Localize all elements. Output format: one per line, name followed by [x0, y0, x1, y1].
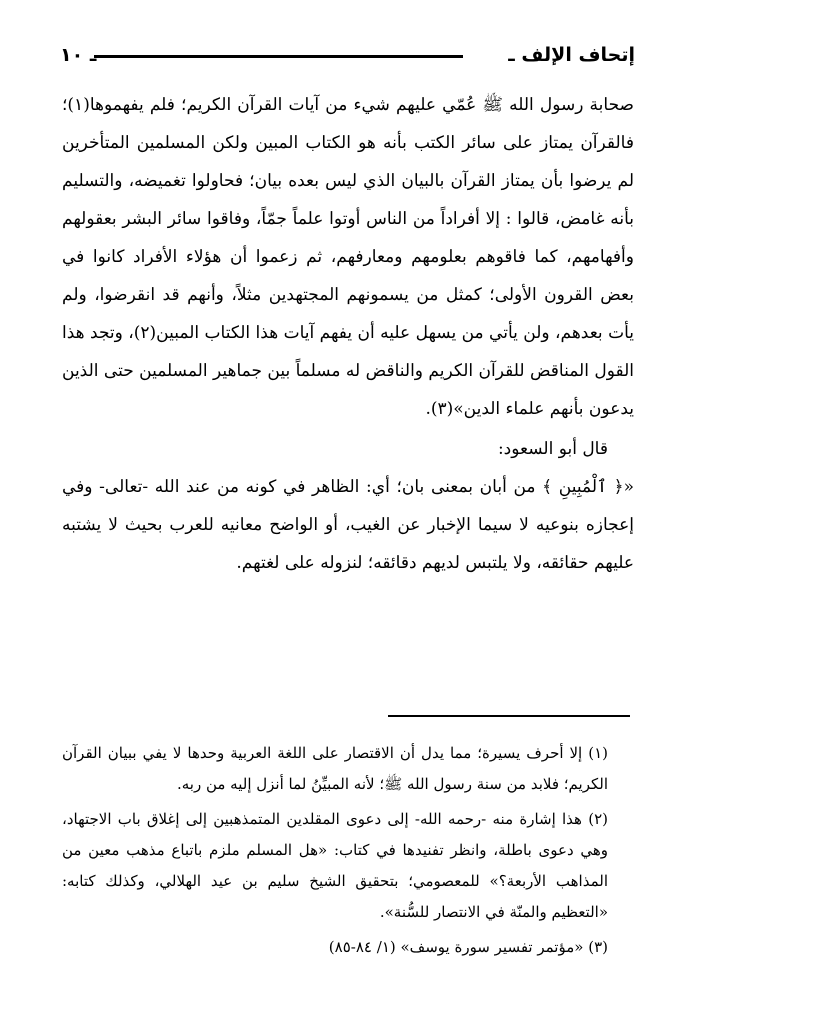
quoted-paragraph: «﴿ ٱلْمُبِينِ ﴾ من أبان بمعنى بان؛ أي: الظاهر في كونه من عند الله -تعالى- وفي إعجازه بنوعيه لا سيما الإخبار عن الغيب، أو الواضح معانيه للعرب بحيث لا يشتبه عليهم حقائقه، ولا يلتبس لديهم دقائقه؛ لنزوله على لغتهم. [62, 477, 634, 573]
quote-attribution: قال أبو السعود: [497, 439, 608, 459]
footnote-3: (٣) «مؤتمر تفسير سورة يوسف» (١/ ٨٤-٨٥) [328, 938, 608, 956]
footnote-separator [388, 715, 630, 717]
body-paragraph: صحابة رسول الله ﷺ عُمّي عليهم شيء من آيات القرآن الكريم؛ فلم يفهموها(١)؛ فالقرآن يمتاز على سائر الكتب بأنه هو الكتاب المبين ولكن المسلمين المتأخرين لم يرضوا بأن يمتاز القرآن بالبيان الذي ليس بعده بيان؛ فحاولوا تغميضه، والتسليم بأنه غامض، قالوا : إلا أفراداً من الناس أوتوا علماً جمّاً، وفاقوا سائر البشر بعقولهم وأفهامهم، كما فاقوهم بعلومهم ومعارفهم، ثم زعموا أن هؤلاء الأفراد كانوا في بعض القرون الأولى؛ كمثل من يسمونهم المجتهدين مثلاً، وأنهم قد انقرضوا، ولم يأت بعدهم، ولن يأتي من يسهل عليه أن يفهم آيات هذا الكتاب المبين(٢)، وتجد هذا القول المناقض للقرآن الكريم والناقض له مسلماً بين جماهير المسلمين حتى الذين يدعون بأنهم علماء الدين»(٣). [62, 95, 634, 419]
main-text [62, 86, 634, 582]
header-title: إتحاف الإلف ـ [508, 44, 635, 66]
footnote-2: (٢) هذا إشارة منه -رحمه الله- إلى دعوى المقلدين المتمذهبين إلى إغلاق باب الاجتهاد، وهي دعوى باطلة، وانظر تفنيدها في كتاب: «هل المسلم ملزم باتباع مذهب معين من المذاهب الأربعة؟» للمعصومي؛ بتحقيق الشيخ سليم بن عيد الهلالي، وكذلك كتابه: «التعظيم والمنّة في الانتصار للسُّنة». [62, 810, 608, 921]
running-header [60, 40, 635, 74]
footnote-1: (١) إلا أحرف يسيرة؛ مما يدل أن الاقتصار على اللغة العربية وحدها لا يفي ببيان القرآن الكريم؛ فلابد من سنة رسول الله ﷺ؛ لأنه المبيِّنُ لما أنزل إليه من ربه. [62, 744, 608, 793]
header-rule [94, 55, 463, 58]
footnotes [62, 738, 634, 967]
page-number: ـ ١٠ [60, 44, 97, 66]
